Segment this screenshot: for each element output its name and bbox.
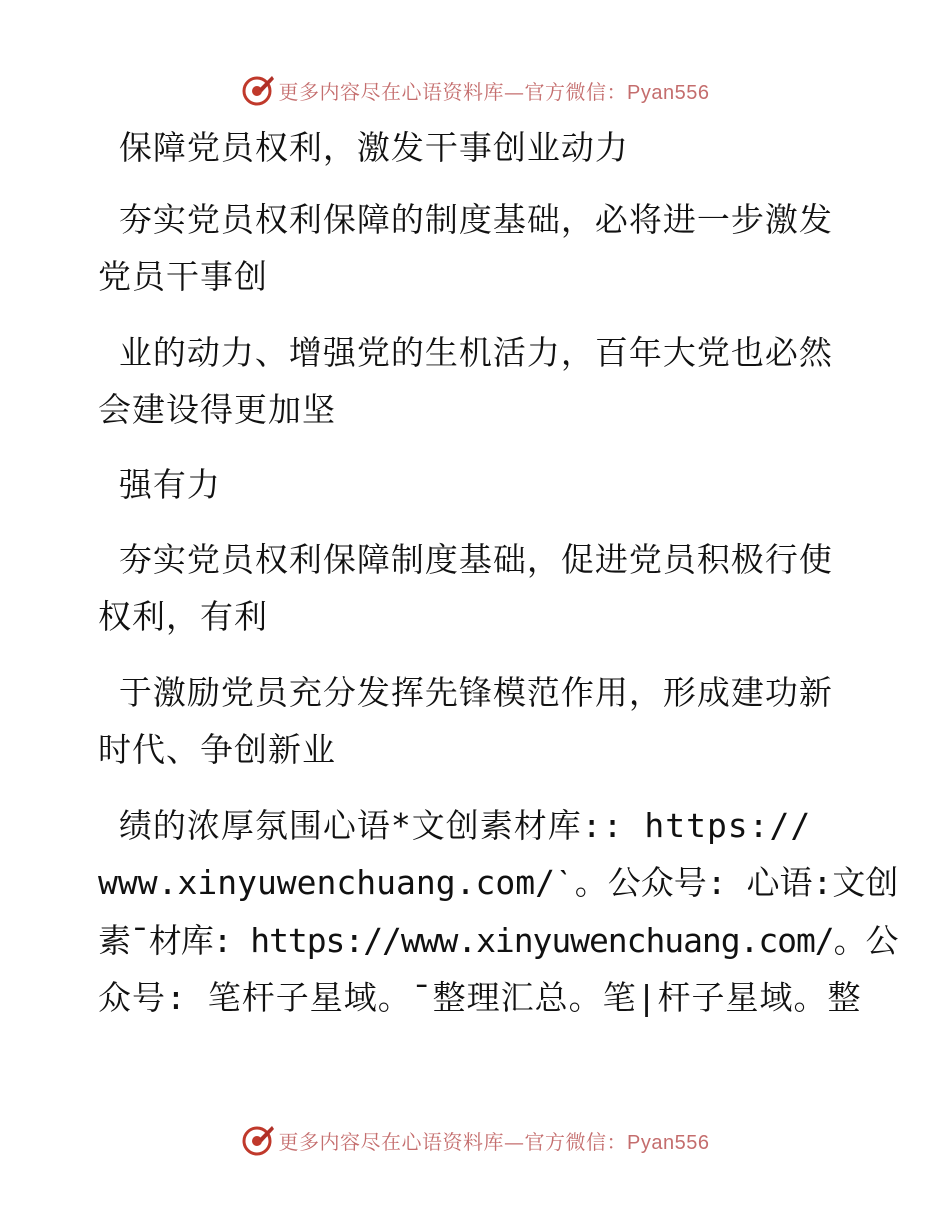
text-line: 强有力 <box>98 465 221 504</box>
footer-watermark <box>0 1120 950 1160</box>
text-line: 党员干事创 <box>98 257 268 296</box>
text-line: 夯实党员权利保障制度基础，促进党员积极行使 <box>98 540 833 579</box>
watermark-text: 更多内容尽在心语资料库—官方微信：Pyan556 <box>278 1129 710 1154</box>
text-line: 素¯材库: https://www.xinyuwenchuang.com/。公 <box>98 921 898 960</box>
text-line: 夯实党员权利保障的制度基础，必将进一步激发 <box>98 200 833 239</box>
text-line: 保障党员权利，激发干事创业动力 <box>98 128 629 167</box>
text-line: 众号: 笔杆子星域。¯整理汇总。笔|杆子星域。整 <box>98 978 862 1017</box>
text-line: 时代、争创新业 <box>98 730 336 769</box>
text-line: 会建设得更加坚 <box>98 390 336 429</box>
text-line: 权利，有利 <box>98 597 268 636</box>
pen-logo-icon <box>241 1123 275 1157</box>
text-line: 于激励党员充分发挥先锋模范作用，形成建功新 <box>98 673 833 712</box>
header-watermark <box>0 70 950 110</box>
watermark-text: 更多内容尽在心语资料库—官方微信：Pyan556 <box>278 79 710 104</box>
text-line: www.xinyuwenchuang.com/ˋ。公众号: 心语:文创 <box>98 863 899 902</box>
text-line: 业的动力、增强党的生机活力，百年大党也必然 <box>98 333 833 372</box>
text-line: 绩的浓厚氛围心语*文创素材库:: https:// <box>98 806 812 845</box>
pen-logo-icon <box>241 73 275 107</box>
